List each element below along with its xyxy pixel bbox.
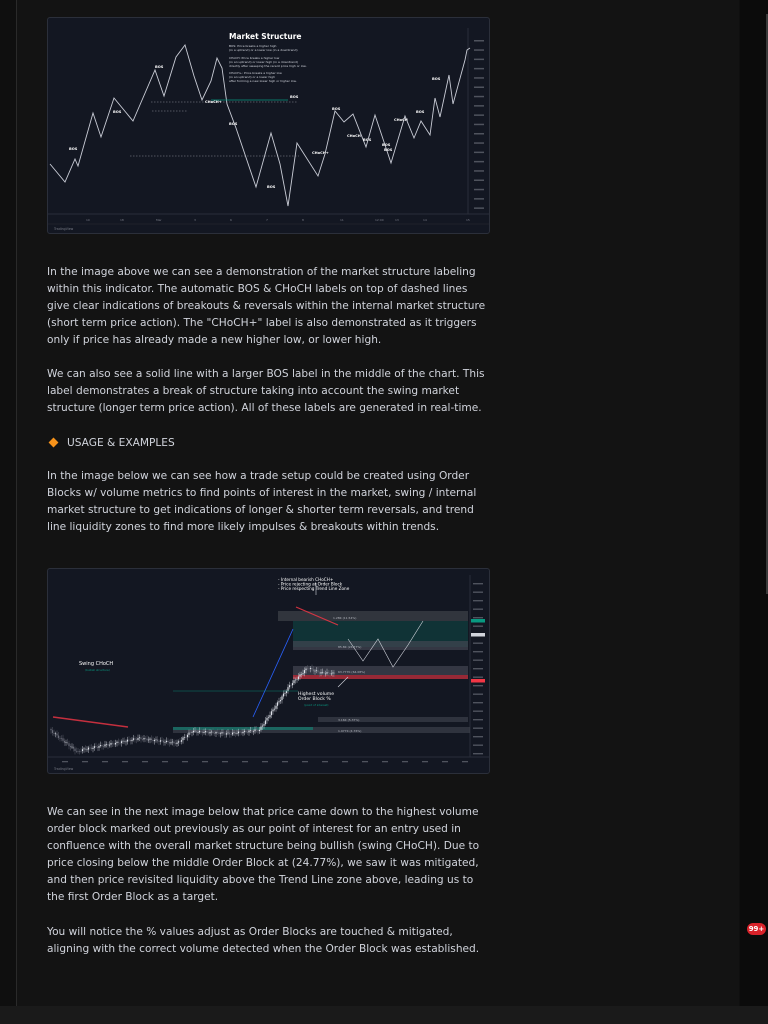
chart2-trend-lines (53, 583, 423, 727)
chart2-annotation: - Internal bearish CHoCH+ (278, 577, 334, 582)
chart1-price-tick (474, 68, 484, 70)
chart2-price-tick (473, 651, 483, 652)
chart2-time-tick (362, 761, 368, 762)
chart1-structure-label: BOS (69, 147, 78, 151)
chart1-legend-line: CHoCH+: Price breaks a higher low (229, 71, 282, 75)
chart1-structure-label: BOS (384, 148, 393, 152)
chart1-time-tick: 18 (120, 218, 124, 222)
chart2-time-tick (322, 761, 328, 762)
chart2-price-tick (473, 753, 483, 754)
chart2-time-axis (62, 761, 468, 762)
chart1-time-tick: 7 (266, 218, 268, 222)
chart1-legend-line: (in an uptrend) or lower high (in a downtrend) (229, 60, 299, 64)
chart1-structure-label: CHoCH (347, 134, 361, 138)
chart1-legend-line: directly after sweeping the recent price high or low. (229, 64, 307, 68)
chart2-price-marker (471, 619, 485, 623)
chart1-structure-label: BOS (155, 65, 164, 69)
chart1-legend-line: CHoCH: Price breaks a higher low (229, 56, 280, 60)
paragraph-swing-structure: We can also see a solid line with a larger BOS label in the middle of the chart. This label demonstrates a break of structure taking into account the swing market structure (longer term price action). All of these labels are generated in real-time. (47, 368, 485, 414)
chart2-time-tick (402, 761, 408, 762)
chart1-price-tick (474, 142, 484, 144)
chart2-time-tick (102, 761, 108, 762)
chart2-candles (50, 665, 335, 755)
chart2-price-marker (471, 679, 485, 683)
chart1-legend-line: BOS: Price breaks a higher high (229, 44, 277, 48)
chart1-price-tick (474, 207, 484, 209)
chart1-price-tick (474, 59, 484, 61)
chart1-price-tick (474, 40, 484, 42)
order-block-label: 1.977K (4.76%) (338, 729, 362, 733)
chart1-price-tick (474, 180, 484, 182)
swing-choch-label: Swing CHoCH (79, 661, 114, 667)
chart1-structure-label: BOS (267, 185, 276, 189)
chart2-price-tick (473, 745, 483, 746)
chart1-time-tick: 13 (395, 218, 399, 222)
order-block-percent-label: Order Block % (298, 697, 331, 702)
chart2-price-tick (473, 660, 483, 661)
chart2-price-marker (471, 633, 485, 637)
trade-setup-chart (48, 569, 489, 773)
chart2-price-tick (473, 626, 483, 627)
chart1-legend-line: after forming a new lower high or higher low. (229, 79, 297, 83)
chart1-structure-label: BOS (113, 110, 122, 114)
bottom-bar (0, 1006, 768, 1024)
chart2-price-tick (473, 643, 483, 644)
chart1-price-tick (474, 49, 484, 51)
chart1-structure-label: BOS (332, 107, 341, 111)
chart2-time-tick (442, 761, 448, 762)
chart1-legend (229, 44, 307, 83)
chart1-price-tick (474, 161, 484, 163)
paragraph-trade-setup: In the image below we can see how a trade setup could be created using Order Blocks w/ volume metrics to find points of interest in the market, swing / internal market structure to get indications of longer & shorter term reversals, and trend line liquidity zones to find more likely impulses & breakouts within trends. (47, 470, 477, 533)
chart2-price-tick (473, 609, 483, 610)
chart2-price-tick (473, 685, 483, 686)
chart1-price-tick (474, 114, 484, 116)
chart1-price-tick (474, 152, 484, 154)
chart1-structure-label: CHoCH+ (312, 151, 329, 155)
chart1-time-tick: 12:00 (375, 218, 384, 222)
chart1-structure-levels (130, 100, 422, 233)
chart1-time-tick: 8 (302, 218, 304, 222)
chart1-structure-label: BOS (290, 95, 299, 99)
chart2-time-tick (422, 761, 428, 762)
chart1-price-tick (474, 105, 484, 107)
point-of-interest-label: (point of interest) (304, 703, 329, 707)
chart2-price-tick (473, 702, 483, 703)
chart2-annotation: - Price respecting Trend Line Zone (278, 586, 350, 592)
chart2-price-tick (473, 736, 483, 737)
chart2-time-tick (282, 761, 288, 762)
trade-setup-chart-image[interactable] (47, 568, 490, 774)
market-structure-chart-image[interactable] (47, 17, 490, 234)
chart1-price-tick (474, 189, 484, 191)
chart1-legend-line: (in an uptrend) or a lower high (229, 75, 275, 79)
chart2-price-tick (473, 668, 483, 669)
chart2-price-tick (473, 600, 483, 601)
chart1-price-tick (474, 77, 484, 79)
chart1-structure-labels (69, 65, 441, 189)
chart1-price-tick (474, 133, 484, 135)
usage-examples-heading (50, 434, 175, 451)
chart2-price-axis (471, 583, 485, 754)
chart2-price-tick (473, 728, 483, 729)
chart2-price-tick (473, 583, 483, 584)
orange-diamond-icon (49, 438, 59, 448)
chart2-time-tick (82, 761, 88, 762)
chart1-structure-label: BOS (229, 122, 238, 126)
chart2-time-tick (342, 761, 348, 762)
chart1-price-tick (474, 87, 484, 89)
chart1-time-tick: 6 (230, 218, 232, 222)
chart2-time-tick (202, 761, 208, 762)
chart2-time-tick (262, 761, 268, 762)
order-block-label: 63.777K (64.08%) (338, 670, 366, 674)
chart1-price-tick (474, 96, 484, 98)
chart2-price-tick (473, 617, 483, 618)
chart1-price-tick (474, 198, 484, 200)
chart1-time-tick: 14 (423, 218, 427, 222)
chart1-structure-label: CHoCH (394, 118, 408, 122)
chart2-time-tick (122, 761, 128, 762)
usage-examples-heading-text: USAGE & EXAMPLES (67, 436, 175, 449)
chart2-price-tick (473, 719, 483, 720)
chart1-structure-label: BOS (432, 77, 441, 81)
chart2-price-tick (473, 711, 483, 712)
paragraph-order-block-values: You will notice the % values adjust as Order Blocks are touched & mitigated, aligning with the correct volume detected when the Order Block was established. (47, 926, 480, 955)
chart2-time-tick (462, 761, 468, 762)
chart1-time-tick: 15 (466, 218, 470, 222)
paragraph-next-image: We can see in the next image below that price came down to the highest volume order block marked out previously as our point of interest for an entry used in confluence with the overall market structure being bullish (swing CHoCH). Due to price closing below the middle Order Block at (24.77%), we saw it was mitigated, and then price revisited liquidity above the Trend Line zone above, leading us to the first Order Block as a target. (47, 806, 480, 903)
notification-badge[interactable]: 99+ (748, 925, 765, 933)
highest-volume-label: Highest volume (298, 692, 335, 697)
chart1-time-tick: 10 (86, 218, 90, 222)
chart1-title: Market Structure (229, 32, 302, 41)
paragraph-market-structure: In the image above we can see a demonstration of the market structure labeling within this indicator. The automatic BOS & CHoCH labels on top of dashed lines give clear indications of breakouts & reversals within the internal market structure (short term price action). The "CHoCH+" label is also demonstrated as it triggers only if price has already made a new higher low, or lower high. (47, 266, 486, 346)
chart2-time-tick (142, 761, 148, 762)
chart1-price-tick (474, 124, 484, 126)
chart2-price-tick (473, 694, 483, 695)
market-structure-chart (48, 18, 489, 233)
chart2-annotation: - Price rejecting at Order Block (278, 581, 343, 587)
chart1-time-tick: 11 (340, 218, 344, 222)
chart2-time-tick (162, 761, 168, 762)
order-block-label: 1.28K (11.54%) (333, 616, 357, 620)
chart1-legend-line: (in a uptrend) or a lower low (in a downtrend) (229, 48, 298, 52)
chart2-time-tick (242, 761, 248, 762)
order-block-label: 3.16K (5.37%) (338, 718, 360, 722)
chart2-tradingview-logo: TradingView (54, 767, 74, 771)
chart1-structure-label: BOS (363, 138, 372, 142)
right-gutter (740, 0, 768, 1006)
chart1-price-line (50, 45, 470, 206)
chart1-structure-label: BOS (416, 110, 425, 114)
swing-choch-sublabel: (bullish structure) (85, 668, 110, 672)
chart1-time-tick: Mar (156, 218, 162, 222)
chart1-price-tick (474, 170, 484, 172)
chart2-time-tick (222, 761, 228, 762)
chart2-time-tick (382, 761, 388, 762)
chart1-price-axis (474, 40, 484, 209)
chart2-price-tick (473, 592, 483, 593)
chart1-structure-label: CHoCH+ (205, 100, 222, 104)
chart1-time-axis (86, 218, 470, 222)
chart2-time-tick (182, 761, 188, 762)
chart2-order-block-zones (173, 611, 470, 733)
chart1-structure-label: BOS (382, 143, 391, 147)
chart2-time-tick (62, 761, 68, 762)
chart2-price-tick (473, 677, 483, 678)
chart1-time-tick: 3 (194, 218, 196, 222)
order-block-label: 85.8K (24.77%) (338, 645, 362, 649)
chart2-time-tick (302, 761, 308, 762)
chart1-tradingview-logo: TradingView (54, 227, 74, 231)
